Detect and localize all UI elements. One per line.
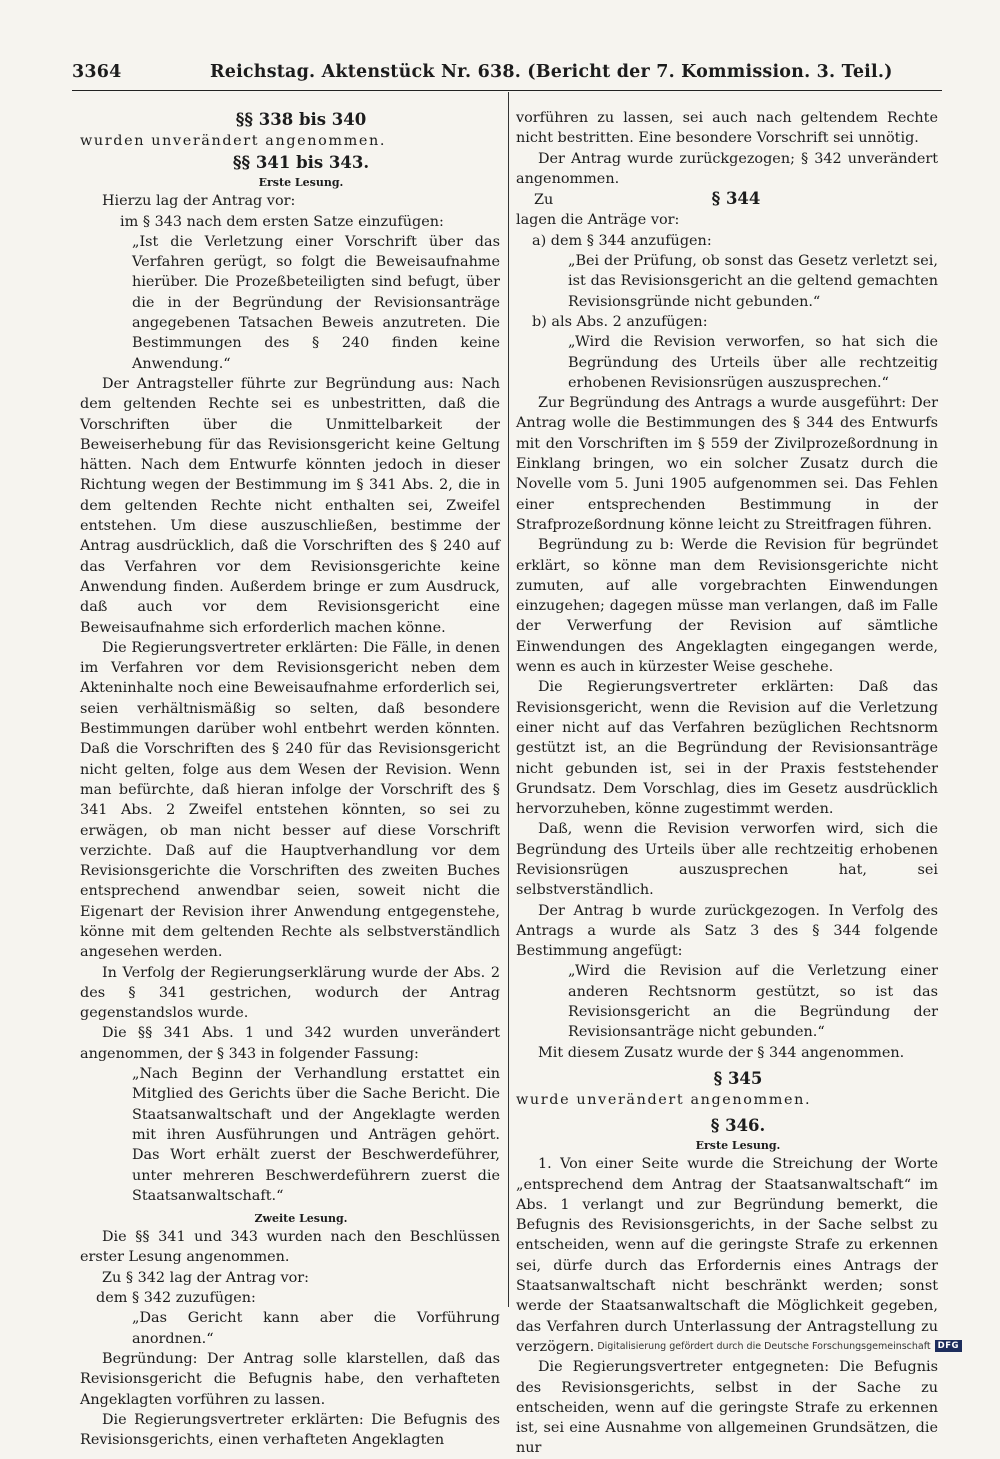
running-title: Reichstag. Aktenstück Nr. 638. (Bericht der 7. Kommission. 3. Teil.): [210, 62, 893, 82]
paragraph: Die §§ 341 und 343 wurden nach den Beschlüssen erster Lesung angenommen.: [80, 1229, 500, 1266]
paragraph: dem § 342 zuzufügen:: [96, 1290, 256, 1307]
paragraph: In Verfolg der Regierungserklärung wurde der Abs. 2 des § 341 gestrichen, wodurch der Antrag gegenstandslos wurde.: [80, 964, 500, 1022]
footer-credit: [597, 1340, 962, 1352]
paragraph: Die Regierungsvertreter entgegneten: Die Befugnis des Revisionsgerichts, selbst in der Sache zu entscheiden, wenn auf die geringste Strafe zu erkennen ist, sei eine Ausnahme von allgemeinen Grundsätzen, die nur: [516, 1359, 938, 1457]
paragraph: im § 343 nach dem ersten Satze einzufügen:: [120, 213, 444, 230]
left-column: [80, 108, 500, 1450]
paragraph: Die Regierungsvertreter erklärten: Die Befugnis des Revisionsgerichts, einen verhafteten Angeklagten: [80, 1411, 500, 1449]
paragraph: Die Regierungsvertreter erklärten: Die Fälle, in denen im Verfahren vor dem Revisionsgericht neben dem Akteninhalte noch eine Beweisaufnahme erforderlich sei, seien verhältnismäßig so selten, daß besondere Bestimmungen darüber wohl entbehrt werden könnten. Daß die Vorschriften des § 240 für das Revisionsgericht nicht gelten, folge aus dem Wesen der Revision. Wenn man befürchte, daß hieran infolge der Vorschrift des § 341 Abs. 2 Zweifel entstehen könnten, so sei zu erwägen, ob man nicht besser auf diese Vorschrift verzichte. Daß auf die Hauptverhandlung vor dem Revisionsgerichte die Vorschriften des zweiten Buches entsprechend anwendbar seien, soweit nicht die Eigenart der Revision ihrer Anwendung entgegenstehe, könne mit dem geltenden Rechte als selbstverständlich angesehen werden.: [80, 639, 500, 961]
paragraph: wurde unverändert angenommen.: [516, 1091, 812, 1108]
paragraph: Die Regierungsvertreter erklärten: Daß das Revisionsgericht, wenn die Revision auf die Verletzung einer nicht auf das Verfahren bezüglichen Rechtsnorm gestützt ist, an die Begründung der Revisionsanträge nicht gebunden ist, sei in der Praxis feststehender Grundsatz. Dem Vorschlag, dies im Gesetz ausdrücklich hervorzuheben, könne zugestimmt werden.: [516, 679, 938, 818]
paragraph: Hierzu lag der Antrag vor:: [102, 193, 296, 210]
column-divider: [508, 92, 509, 1307]
list-item: a) dem § 344 anzufügen:: [532, 232, 712, 249]
paragraph: Begründung zu b: Werde die Revision für begründet erklärt, so könne man dem Revisionsgerichte nicht zumuten, auf alle vorgebrachten Einwendungen einzugehen; dagegen müsse man verlangen, daß im Falle der Verwerfung der Revision auf sämtliche Einwendungen des Angeklagten eingegangen werde, wenn es auch in kürzester Weise geschehe.: [516, 537, 938, 676]
page-number: 3364: [72, 62, 122, 82]
quotation: „Nach Beginn der Verhandlung erstattet ein Mitglied des Gerichts über die Sache Bericht. Die Staatsanwaltschaft und der Angeklagte werden mit ihren Ausführungen und Anträgen gehört. Das Wort erhält zuerst der Beschwerdeführer, unter mehreren Beschwerdeführern zuerst die Staatsanwaltschaft.“: [132, 1066, 500, 1204]
section-heading: §§ 338 bis 340: [235, 110, 367, 129]
paragraph: Zu § 342 lag der Antrag vor:: [102, 1269, 310, 1286]
prefix-text: Zu: [534, 192, 554, 209]
right-column: [516, 108, 938, 1459]
paragraph: Begründung: Der Antrag solle klarstellen, daß das Revisionsgericht die Befugnis habe, den verhafteten Angeklagten vorführen zu lassen.: [80, 1350, 500, 1408]
list-item: b) als Abs. 2 anzufügen:: [532, 313, 708, 330]
page-header: [72, 62, 942, 90]
quotation: „Wird die Revision verworfen, so hat sich die Begründung des Urteils über alle rechtzeitig erhobenen Revisionsrügen auszusprechen.“: [568, 334, 938, 391]
subheading: Erste Lesung.: [258, 176, 344, 190]
quotation: „Das Gericht kann aber die Vorführung anordnen.“: [132, 1310, 500, 1347]
paragraph: 1. Von einer Seite wurde die Streichung der Worte „entsprechend dem Antrag der Staatsanwaltschaft“ im Abs. 1 verlangt und zur Begründung bemerkt, die Befugnis des Revisionsgerichts, in der Sache selbst zu entscheiden, wenn auf die geringste Strafe zu erkennen sei, dürfe durch das Erfordernis eines Antrags der Staatsanwaltschaft nicht beschränkt werden; sonst werde der Staatsanwaltschaft die Möglichkeit gegeben, das Verfahren durch Unterlassung der Antragstellung zu verzögern.: [516, 1156, 938, 1355]
section-heading-row: [516, 189, 938, 210]
section-heading: § 345: [713, 1068, 763, 1088]
paragraph: vorführen zu lassen, sei auch nach geltendem Rechte nicht bestritten. Eine besondere Vorschrift sei unnötig.: [516, 110, 938, 147]
paragraph: Daß, wenn die Revision verworfen wird, sich die Begründung des Urteils über alle rechtzeitig erhobenen Revisionsrügen auszusprechen hat, sei selbstverständlich.: [516, 821, 938, 899]
subheading: Erste Lesung.: [695, 1139, 781, 1153]
dfg-logo: DFG: [935, 1340, 962, 1352]
paragraph: lagen die Anträge vor:: [516, 212, 680, 229]
section-heading: § 344: [711, 189, 761, 209]
paragraph: Der Antragsteller führte zur Begründung aus: Nach dem geltenden Rechte sei es unbestritten, daß die Vorschriften über die Unmittelbarkeit der Beweiserhebung für das Revisionsgericht keine Geltung hätten. Nach dem Entwurfe könnten jedoch in dieser Richtung wegen der Bestimmung im § 341 Abs. 2, die in dem geltenden Rechte nicht enthalten sei, Zweifel entstehen. Um diese auszuschließen, bestimme der Antrag ausdrücklich, daß die Vorschriften des § 240 auf das Verfahren vor dem Revisionsgerichte keine Anwendung finden. Außerdem bringe er zum Ausdruck, daß auch vor dem Revisionsgericht eine Beweisaufnahme sich erforderlich machen könne.: [80, 375, 500, 636]
paragraph: wurden unverändert angenommen.: [80, 133, 387, 149]
quotation: „Ist die Verletzung einer Vorschrift über das Verfahren gerügt, so folgt die Beweisaufnahme hierüber. Die Prozeßbeteiligten sind befugt, über die in der Begründung der Revisionsanträge angegebenen Tatsachen Beweis anzutreten. Die Bestimmungen des § 240 finden keine Anwendung.“: [132, 233, 500, 372]
subheading: Zweite Lesung.: [254, 1212, 348, 1226]
footer-text: Digitalisierung gefördert durch die Deutsche Forschungsgemeinschaft: [597, 1340, 931, 1352]
paragraph: Zur Begründung des Antrags a wurde ausgeführt: Der Antrag wolle die Bestimmungen des § 344 des Entwurfs mit den Vorschriften im § 559 der Zivilprozeßordnung in Einklang bringen, wo ein solcher Zusatz durch die Novelle vom 5. Juni 1905 aufgenommen sei. Das Fehlen einer entsprechenden Bestimmung in der Strafprozeßordnung könne leicht zu Streitfragen führen.: [516, 395, 938, 533]
paragraph: Die §§ 341 Abs. 1 und 342 wurden unverändert angenommen, der § 343 in folgender Fassung:: [80, 1025, 500, 1062]
paragraph: Mit diesem Zusatz wurde der § 344 angenommen.: [538, 1044, 905, 1061]
header-rule: [72, 90, 942, 91]
quotation: „Bei der Prüfung, ob sonst das Gesetz verletzt sei, ist das Revisionsgericht an die geltend gemachten Revisionsgründe nicht gebunden.“: [568, 253, 938, 310]
section-heading: § 346.: [710, 1116, 766, 1136]
quotation: „Wird die Revision auf die Verletzung einer anderen Rechtsnorm gestützt, so ist das Revisionsgericht an die Begründung der Revisionsanträge nicht gebunden.“: [568, 963, 938, 1041]
paragraph: Der Antrag wurde zurückgezogen; § 342 unverändert angenommen.: [516, 150, 938, 187]
paragraph: Der Antrag b wurde zurückgezogen. In Verfolg des Antrags a wurde als Satz 3 des § 344 folgende Bestimmung angefügt:: [516, 902, 938, 960]
section-heading: §§ 341 bis 343.: [232, 153, 370, 173]
